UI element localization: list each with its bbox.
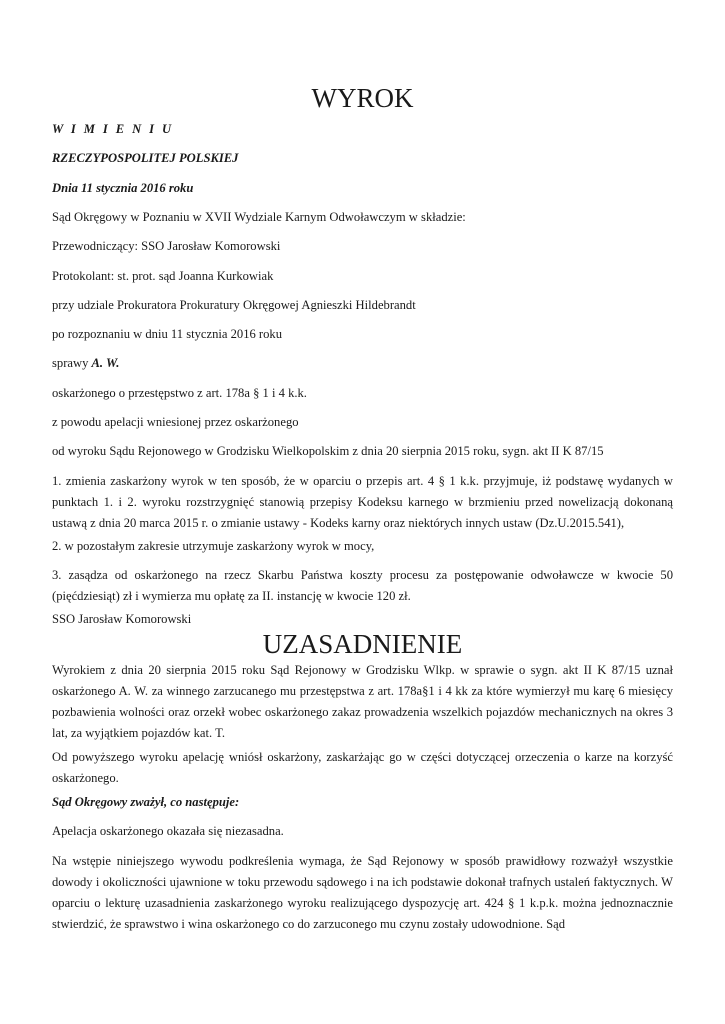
ruling-point-3: 3. zasądza od oskarżonego na rzecz Skarbu Państwa koszty procesu za postępowanie odwoławcze w kwocie 50 (pięćdziesiąt) zł i wymierza mu opłatę za II. instancję w kwocie 120 zł. (52, 568, 673, 603)
case-prefix: sprawy (52, 356, 92, 370)
prosecutor-line: przy udziale Prokuratora Prokuratury Okręgowej Agnieszki Hildebrandt (52, 298, 416, 312)
case-name: A. W. (91, 356, 120, 370)
justification-paragraph-4: Na wstępie niniejszego wywodu podkreślenia wymaga, że Sąd Rejonowy w sposób prawidłowy rozważył wszystkie dowody i okoliczności ujawnione w toku przewodu sądowego i na ich podstawie dokonał trafnych ustaleń faktycznych. W oparciu o lekturę uzasadnienia zaskarżonego wyroku realizującego dyspozycję art. 424 § 1 k.p.k. można jednoznacznie stwierdzić, że sprawstwo i wina oskarżonego co do zarzuconego mu czynu zostały udowodnione. Sąd (52, 854, 673, 931)
date-line: Dnia 11 stycznia 2016 roku (52, 181, 194, 195)
judgment-line: od wyroku Sądu Rejonowego w Grodzisku Wielkopolskim z dnia 20 sierpnia 2015 roku, sygn. akt II K 87/15 (52, 444, 604, 458)
accused-line: oskarżonego o przestępstwo z art. 178a § 1 i 4 k.k. (52, 386, 307, 400)
republic-line: RZECZYPOSPOLITEJ POLSKIEJ (52, 151, 239, 165)
justification-title: UZASADNIENIE (262, 629, 463, 659)
court-line: Sąd Okręgowy w Poznaniu w XVII Wydziale Karnym Odwoławczym w składzie: (52, 210, 466, 224)
appeal-line: z powodu apelacji wniesionej przez oskarżonego (52, 415, 299, 429)
justification-paragraph-1: Wyrokiem z dnia 20 sierpnia 2015 roku Sąd Rejonowy w Grodzisku Wlkp. w sprawie o sygn. akt II K 87/15 uznał oskarżonego A. W. za winnego zarzucanego mu przestępstwa z art. 178a§1 i 4 kk za które wymierzył mu karę 6 miesięcy pozbawienia wolności oraz orzekł wobec oskarżonego zakaz prowadzenia wszelkich pojazdów mechanicznych na okres 3 lat, za wyjątkiem pojazdów kat. T. (52, 663, 673, 740)
judgment-title: WYROK (311, 83, 414, 113)
in-the-name-line: W I M I E N I U (52, 122, 174, 136)
justification-paragraph-2: Od powyższego wyroku apelację wniósł oskarżony, zaskarżając go w części dotyczącej orzeczenia o karze na korzyść oskarżonego. (52, 750, 673, 785)
ruling-point-1: 1. zmienia zaskarżony wyrok w ten sposób, że w oparciu o przepis art. 4 § 1 k.k. przyjmuje, iż podstawę wydanych w punktach 1. i 2. wyroku rozstrzygnięć stanowią przepisy Kodeksu karnego w brzmieniu przed nowelizacją dokonaną ustawą z dnia 20 marca 2015 r. o zmianie ustawy - Kodeks karny oraz niektórych innych ustaw (Dz.U.2015.541), (52, 474, 673, 530)
chair-line: Przewodniczący: SSO Jarosław Komorowski (52, 239, 281, 253)
court-considered-heading: Sąd Okręgowy zważył, co następuje: (52, 795, 240, 809)
hearing-line: po rozpoznaniu w dniu 11 stycznia 2016 roku (52, 327, 283, 341)
clerk-line: Protokolant: st. prot. sąd Joanna Kurkowiak (52, 269, 274, 283)
judge-signature: SSO Jarosław Komorowski (52, 612, 192, 626)
case-line (52, 353, 673, 374)
ruling-point-2: 2. w pozostałym zakresie utrzymuje zaskarżony wyrok w mocy, (52, 539, 375, 553)
justification-paragraph-3: Apelacja oskarżonego okazała się niezasadna. (52, 824, 284, 838)
